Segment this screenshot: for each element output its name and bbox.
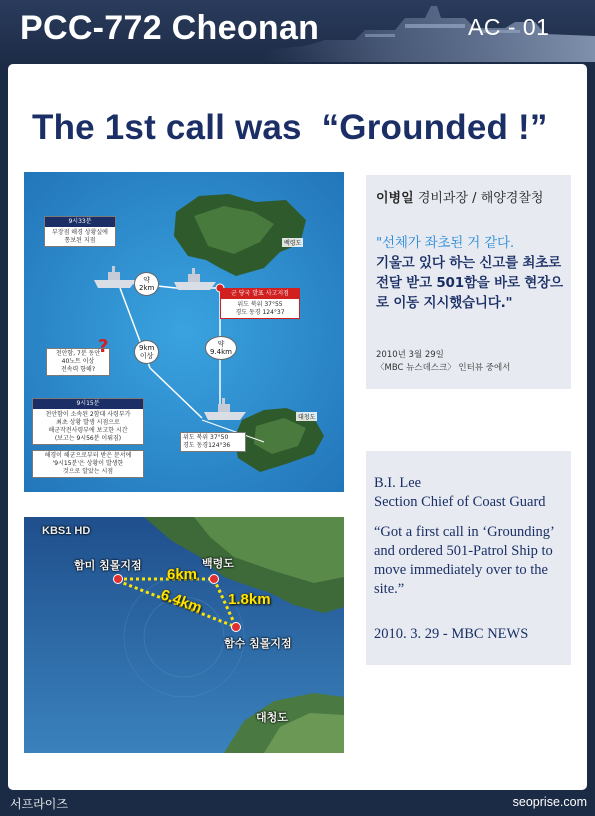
callout-navy-report — [32, 398, 144, 445]
coordinate-text: 위도 북위 37°50 경도 동경124°36 — [183, 434, 231, 449]
distance-6-4km: 6.4km — [158, 586, 205, 617]
speaker-name: 이병일 — [376, 191, 414, 206]
distance-text: 약 2km — [139, 276, 155, 292]
callout-text: 부장점 해경 상황실에 통보된 지점 — [52, 229, 108, 244]
korean-quote — [376, 233, 566, 313]
callout-initial-report — [44, 216, 116, 247]
korean-quote-box — [366, 175, 571, 389]
island-label-daecheong: 대청도 — [298, 414, 316, 421]
callout-heading: 군 당국 발표 사고지점 — [221, 289, 299, 299]
headline: The 1st call was “Grounded !” — [32, 108, 548, 147]
distance-6km: 6km — [167, 566, 198, 583]
quote-body: 기울고 있다 하는 신고를 최초로 전달 받고 501함을 바로 현장으로 이동 지시했습니다." — [376, 255, 563, 311]
source-program: 〈MBC 뉴스데스크〉 인터뷰 중에서 — [376, 363, 511, 373]
distance-1-8km: 1.8km — [228, 591, 271, 608]
callout-sinking-point — [220, 288, 300, 319]
speaker-name: B.I. Lee — [374, 475, 422, 491]
callout-time: 9시33분 — [45, 217, 115, 227]
bow-sinking-label: 함수 침몰지점 — [224, 637, 292, 650]
callout-text: 천안함, 7분 동안 40노트 이상 전속력 항해? — [55, 350, 101, 373]
callout-text: 해경이 해군으로부터 받은 문서에 '9시15분'은 상황이 발생한 것으로 알았는 시점 — [44, 452, 132, 475]
island-label-daecheong: 대청도 — [256, 711, 288, 724]
distance-text: 9km 이상 — [139, 344, 155, 360]
korean-source — [376, 349, 566, 375]
speaker-name-korean — [376, 187, 544, 206]
header-title: PCC-772 Cheonan — [20, 9, 320, 47]
callout-coast-guard-doc — [32, 450, 144, 478]
satellite-background — [24, 517, 344, 753]
source-date: 2010년 3월 29일 — [376, 350, 444, 360]
sinking-points-map — [24, 517, 344, 753]
island-label-baengnyeong: 백령도 — [202, 557, 234, 570]
distance-text: 약 9.4km — [210, 340, 233, 356]
speaker-title: 경비과장 / 해양경찰청 — [413, 191, 544, 206]
distance-label-9-4km — [205, 336, 237, 360]
english-quote: “Got a first call in ‘Grounding’ and ordered 501-Patrol Ship to move immediately over to the site.” — [374, 524, 554, 597]
island-label-baengnyeong: 백령도 — [284, 240, 302, 247]
english-source: 2010. 3. 29 - MBC NEWS — [374, 626, 529, 642]
header-banner — [0, 0, 595, 62]
speaker-title: Section Chief of Coast Guard — [374, 494, 546, 510]
incident-map-infographic — [24, 172, 344, 492]
speaker-name-english — [374, 474, 569, 512]
footer-brand: 서프라이즈 — [10, 797, 68, 811]
coordinate-box — [180, 432, 246, 452]
footer-website-link[interactable]: seoprise.com — [512, 795, 587, 809]
callout-text: 천안함이 소속된 2함대 사령부가 최초 상황 발생 시점으로 해군작전사령부에 보고한 시간 (보고는 9시56분 이뤄짐) — [45, 411, 131, 442]
question-mark-icon: ? — [98, 336, 109, 357]
english-quote-box — [366, 451, 571, 665]
quote-highlight: "선체가 좌초된 거 같다. — [376, 235, 514, 251]
stern-sinking-label: 함미 침몰지점 — [74, 559, 142, 572]
document-code: AC - 01 — [468, 14, 550, 40]
kbs-logo: KBS1 HD — [42, 525, 91, 537]
callout-coords: 위도 북위 37°55 경도 동경 124°37 — [235, 301, 285, 316]
callout-time: 9시15분 — [33, 399, 143, 409]
